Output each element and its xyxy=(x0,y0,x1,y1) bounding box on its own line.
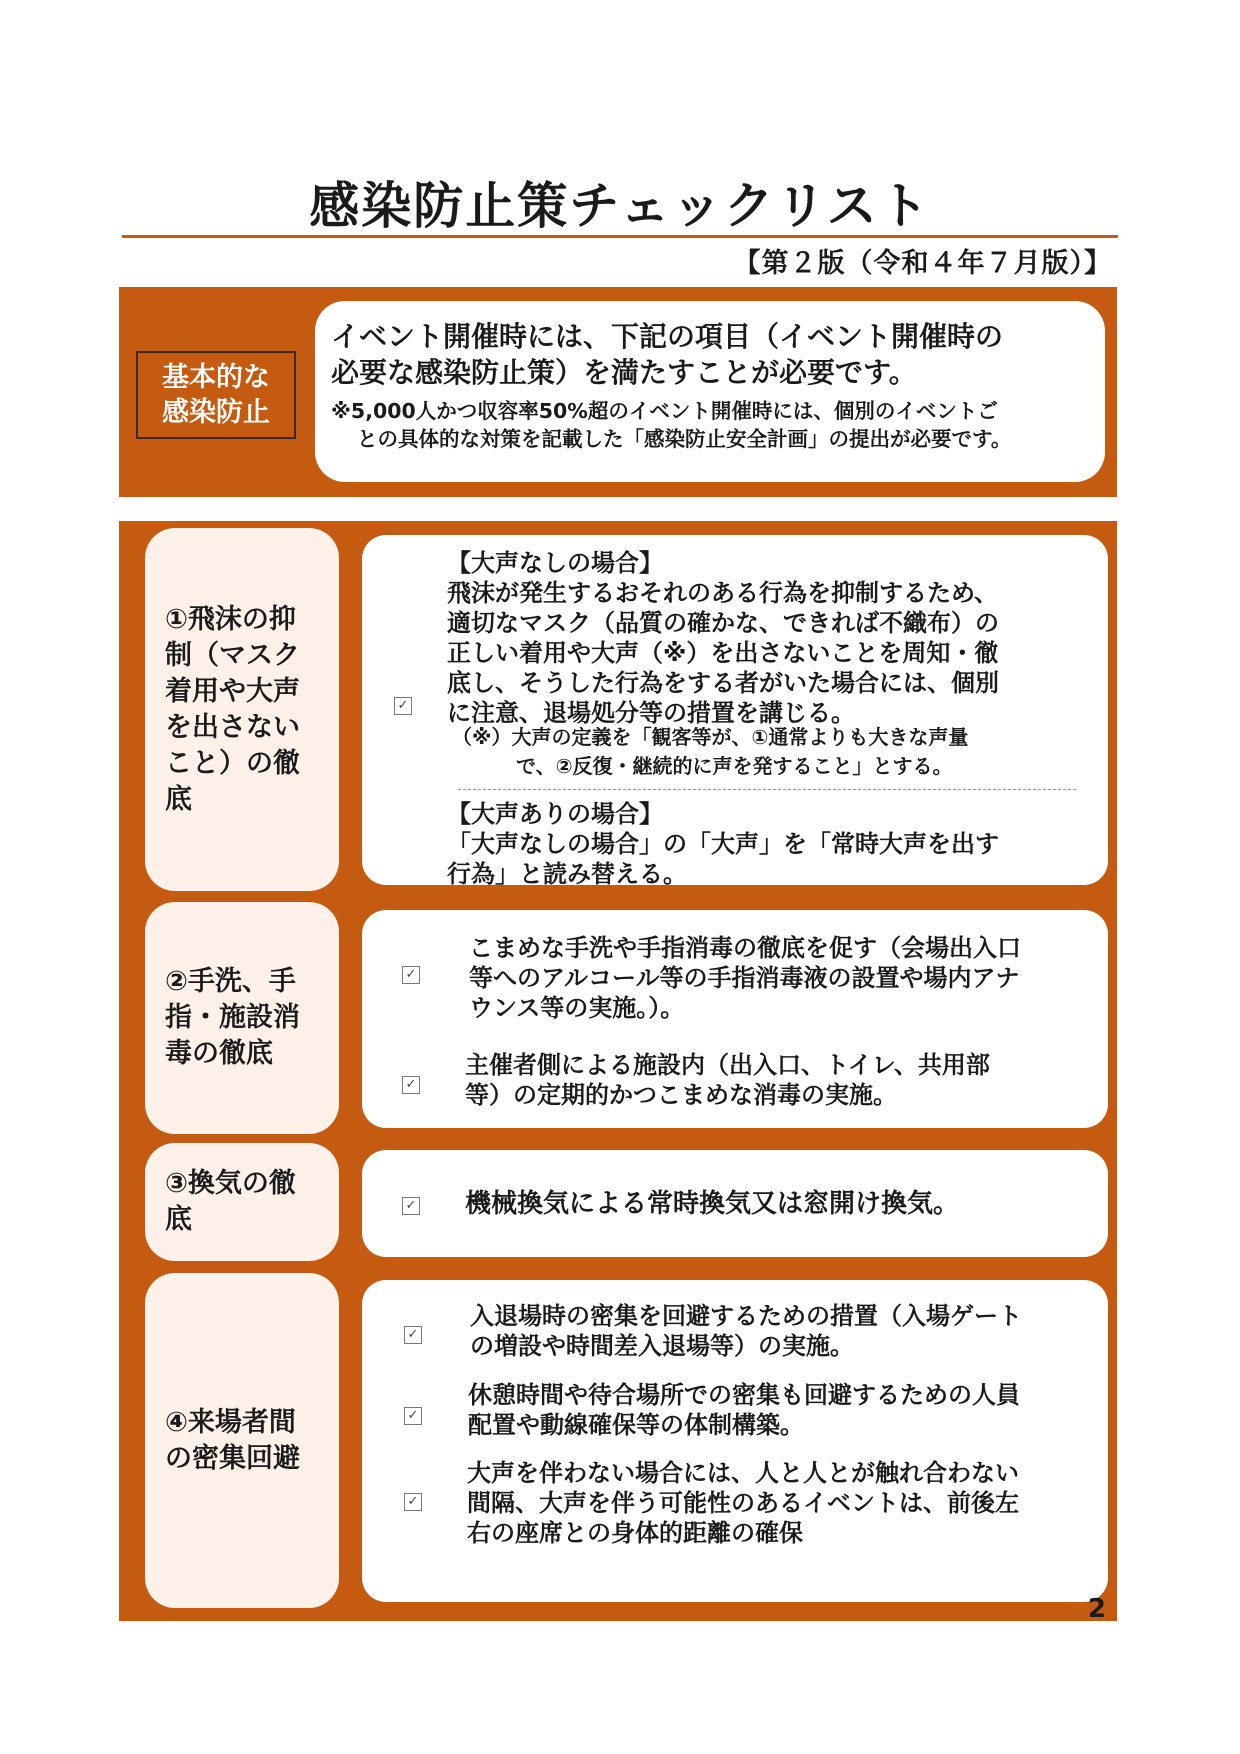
category-line: 指・施設消 xyxy=(165,1002,300,1033)
item-heading: 【大声なしの場合】 xyxy=(447,549,663,577)
edition-label: 【第２版（令和４年７月版）】 xyxy=(733,248,1112,279)
item-line: 「大声なしの場合」の「大声」を「常時大声を出す xyxy=(447,830,999,858)
checklist-item-text xyxy=(469,933,1021,1023)
category-ventilation xyxy=(145,1143,339,1261)
category-line: 底 xyxy=(165,1204,192,1235)
item-line: 入退場時の密集を回避するための措置（入場ゲート xyxy=(470,1302,1022,1330)
basic-label-line: 基本的な xyxy=(162,362,270,393)
page-title: 感染防止策チェックリスト xyxy=(309,177,931,235)
item-line: 正しい着用や大声（※）を出さないことを周知・徹 xyxy=(447,639,999,667)
category-line: ②手洗、手 xyxy=(165,966,296,997)
item-line: 右の座席との身体的距離の確保 xyxy=(467,1519,803,1547)
dashed-divider xyxy=(458,789,1076,790)
checklist-item-text xyxy=(447,548,999,728)
checklist-item-text xyxy=(470,1301,1022,1361)
item-line: 大声を伴わない場合には、人と人とが触れ合わない xyxy=(467,1459,1019,1487)
note-line: （※）大声の定義を「観客等が、①通常よりも大きな声量 xyxy=(452,725,969,749)
item-line: に注意、退場処分等の措置を講じる。 xyxy=(447,699,855,727)
note-line: で、②反復・継続的に声を発すること」とする。 xyxy=(516,754,953,778)
basic-prevention-description xyxy=(315,301,1105,482)
item-line: 行為」と読み替える。 xyxy=(447,860,687,888)
checkbox[interactable]: ✓ xyxy=(404,1326,422,1344)
item-line: 主催者側による施設内（出入口、トイレ、共用部 xyxy=(465,1051,990,1079)
category-line: ①飛沫の抑 xyxy=(165,603,296,635)
item-heading: 【大声ありの場合】 xyxy=(447,800,663,828)
checklist-panel xyxy=(119,521,1117,1621)
basic-prevention-label xyxy=(136,351,296,439)
category-line: ④来場者間 xyxy=(165,1406,296,1438)
checklist-item-text xyxy=(467,1458,1019,1548)
item-line: 間隔、大声を伴う可能性のあるイベントは、前後左 xyxy=(467,1489,1019,1517)
checklist-item-text xyxy=(465,1050,990,1110)
basic-main-line: 必要な感染防止策）を満たすことが必要です。 xyxy=(331,356,917,389)
item-line: 等）の定期的かつこまめな消毒の実施。 xyxy=(465,1081,897,1109)
item-line: 飛沫が発生するおそれのある行為を抑制するため、 xyxy=(447,579,999,607)
checklist-box-hygiene xyxy=(362,910,1108,1128)
category-crowd-avoidance xyxy=(145,1273,339,1608)
item-line: こまめな手洗や手指消毒の徹底を促す（会場出入口 xyxy=(469,934,1021,962)
category-line: 底 xyxy=(165,783,192,815)
basic-note-line: ※5,000人かつ収容率50%超のイベント開催時には、個別のイベントご xyxy=(331,399,998,423)
category-line: 毒の徹底 xyxy=(165,1038,273,1069)
checkbox[interactable]: ✓ xyxy=(394,697,412,715)
category-line: 着用や大声 xyxy=(165,675,300,707)
checkbox[interactable]: ✓ xyxy=(402,1197,420,1215)
basic-label-line: 感染防止 xyxy=(162,397,270,428)
checklist-box-ventilation xyxy=(362,1150,1108,1257)
basic-main-line: イベント開催時には、下記の項目（イベント開催時の xyxy=(331,320,1004,353)
page-number: 2 xyxy=(1087,1594,1106,1624)
checkbox[interactable]: ✓ xyxy=(404,1407,422,1425)
category-line: を出さない xyxy=(165,711,300,743)
basic-note-line: との具体的な対策を記載した「感染防止安全計画」の提出が必要です。 xyxy=(357,427,1012,451)
title-underline xyxy=(122,235,1118,238)
basic-note xyxy=(331,397,1087,453)
item-line: 機械換気による常時換気又は窓開け換気。 xyxy=(465,1189,960,1219)
category-line: ③換気の徹 xyxy=(165,1168,296,1199)
checklist-item-text xyxy=(465,1188,959,1220)
item-line: 底し、そうした行為をする者がいた場合には、個別 xyxy=(447,669,999,697)
basic-prevention-panel xyxy=(119,287,1117,497)
category-hand-hygiene xyxy=(145,902,339,1134)
checkbox[interactable]: ✓ xyxy=(402,966,420,984)
item-line: ウンス等の実施。）。 xyxy=(469,994,685,1022)
category-droplet-suppression xyxy=(145,528,339,891)
checkbox[interactable]: ✓ xyxy=(402,1076,420,1094)
item-line: 休憩時間や待合場所での密集も回避するための人員 xyxy=(468,1381,1020,1409)
checklist-box-droplet xyxy=(362,535,1108,888)
checklist-item-text xyxy=(447,799,999,889)
checklist-box-crowd xyxy=(362,1280,1108,1602)
loud-voice-definition-note xyxy=(452,723,968,781)
item-line: 等へのアルコール等の手指消毒液の設置や場内アナ xyxy=(469,964,1020,992)
category-line: の密集回避 xyxy=(165,1442,300,1474)
checklist-item-text xyxy=(468,1380,1020,1440)
category-line: 制（マスク xyxy=(165,639,300,671)
item-line: 配置や動線確保等の体制構築。 xyxy=(468,1411,804,1439)
item-line: 適切なマスク（品質の確かな、できれば不織布）の xyxy=(447,609,999,637)
category-line: こと）の徹 xyxy=(165,747,300,779)
item-line: の増設や時間差入退場等）の実施。 xyxy=(470,1332,854,1360)
checkbox[interactable]: ✓ xyxy=(404,1493,422,1511)
